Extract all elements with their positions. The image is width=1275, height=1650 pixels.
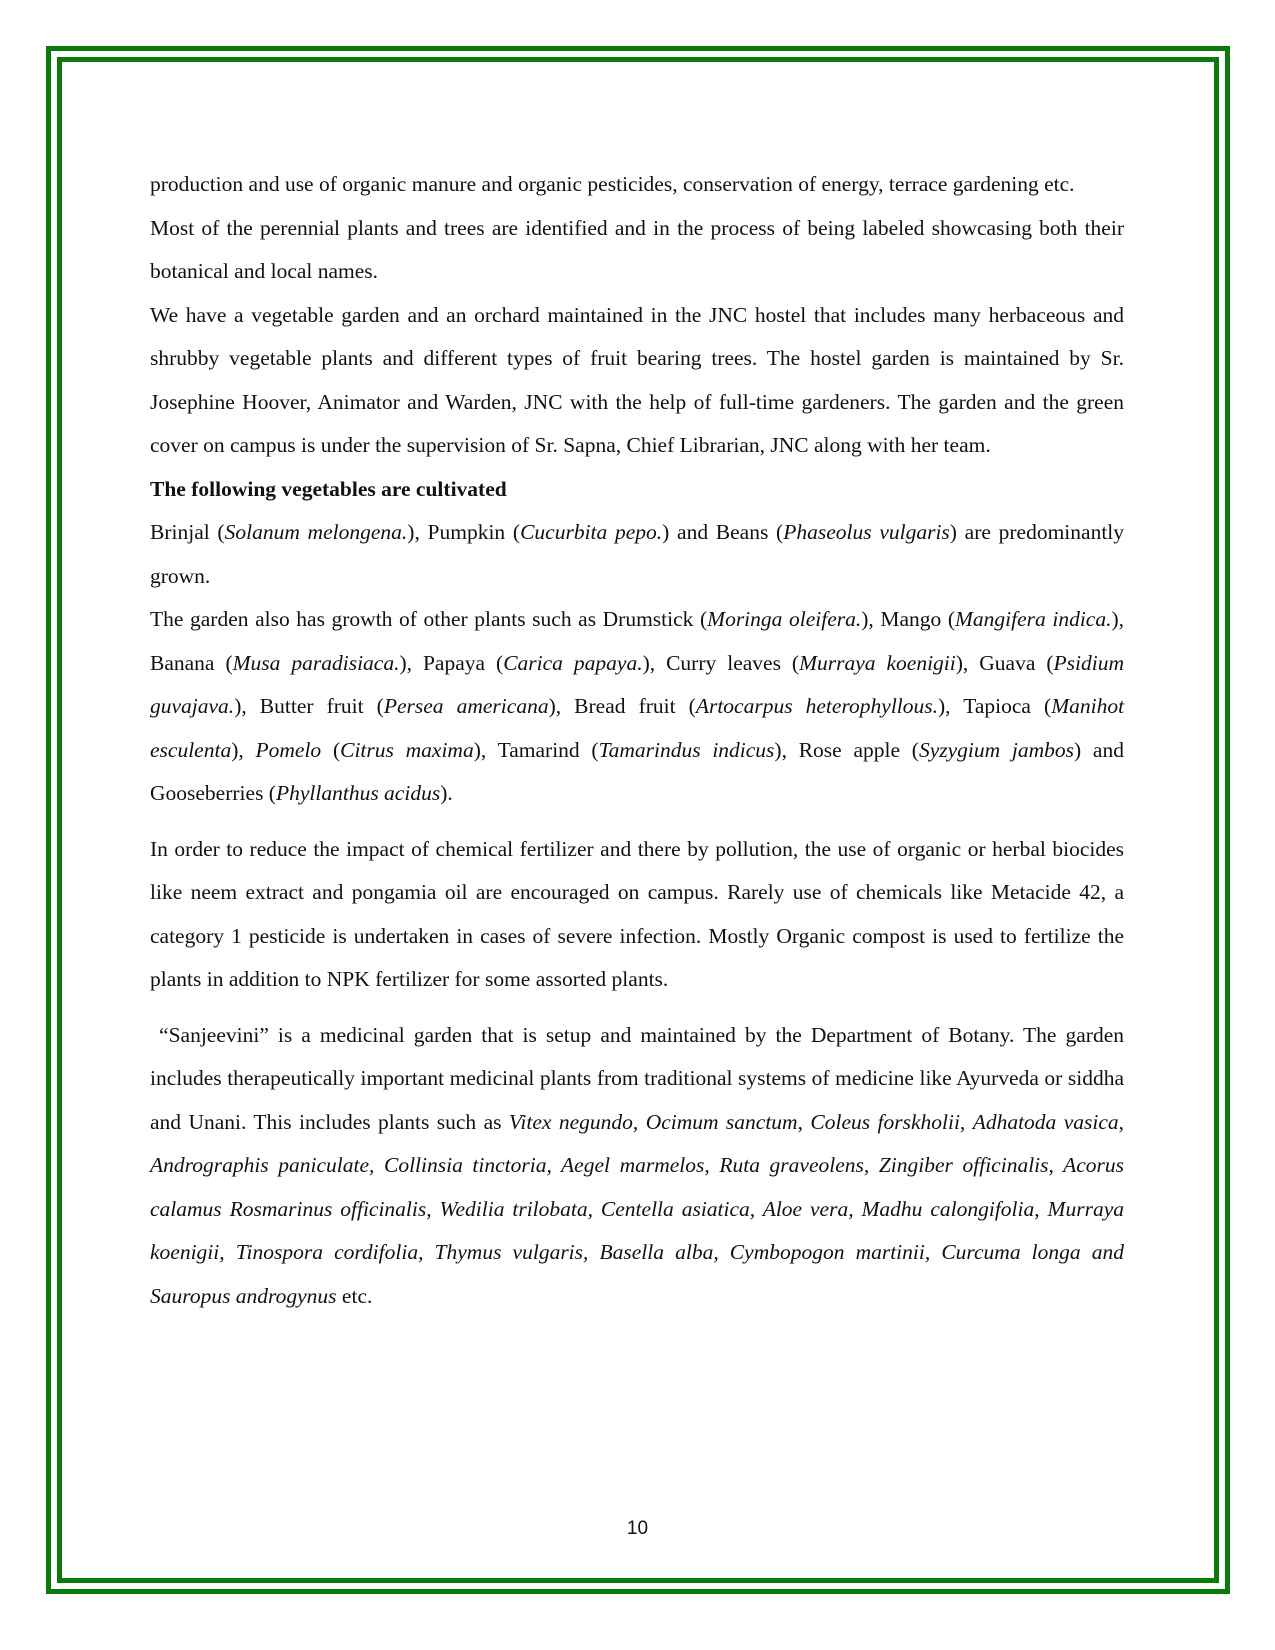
botanical-name: Manihot esculenta bbox=[150, 694, 1125, 762]
text-span: ), Banana ( bbox=[150, 607, 1125, 675]
botanical-name: Persea americana bbox=[383, 694, 549, 718]
botanical-name: Tamarindus indicus bbox=[598, 737, 775, 762]
text-span: The garden also has growth of other plants such as Drumstick ( bbox=[150, 607, 708, 631]
text-span: ( bbox=[321, 737, 341, 762]
text-span: ), Bread fruit ( bbox=[548, 694, 696, 718]
text-span: ), Butter fruit ( bbox=[234, 694, 384, 718]
paragraph-hostel-garden: We have a vegetable garden and an orchard maintained in the JNC hostel that includes many herbaceous and shrubby vegetable plants and different types of fruit bearing trees. The hostel garden is maintained by Sr. Josephine Hoover, Animator and Warden, JNC with the help of full-time gardeners. The garden and the green cover on campus is under the supervision of Sr. Sapna, Chief Librarian, JNC along with her team. bbox=[150, 302, 1124, 457]
text-span: ), Tapioca ( bbox=[938, 694, 1052, 718]
text-span: etc. bbox=[336, 1283, 373, 1308]
paragraph-organic-biocides: In order to reduce the impact of chemical fertilizer and there by pollution, the use of organic or herbal biocides like neem extract and pongamia oil are encouraged on campus. Rarely use of chemicals like Metacide 42, a category 1 pesticide is undertaken in cases of severe infection. Mostly Organic compost is used to fertilize the plants in addition to NPK fertilizer for some assorted plants. bbox=[150, 836, 1124, 991]
text-span: ) and Gooseberries ( bbox=[150, 737, 1124, 805]
botanical-name: Musa paradisiaca. bbox=[232, 650, 400, 675]
text-span: ), Guava ( bbox=[955, 650, 1054, 675]
botanical-name: Psidium guvajava. bbox=[150, 650, 1124, 718]
botanical-name: Citrus maxima bbox=[340, 737, 474, 762]
botanical-name: Phyllanthus acidus bbox=[275, 781, 441, 805]
botanical-name: Solanum melongena. bbox=[224, 520, 408, 544]
botanical-name: Vitex negundo bbox=[508, 1109, 633, 1134]
botanical-name: Ocimum sanctum bbox=[645, 1109, 798, 1134]
botanical-name: Adhatoda vasica bbox=[972, 1109, 1119, 1134]
botanical-name: Murraya koenigii bbox=[799, 650, 956, 675]
paragraph-sanjeevini-garden bbox=[150, 1014, 1124, 1319]
page-body bbox=[150, 163, 1124, 1318]
page-number: 10 bbox=[626, 1518, 649, 1539]
botanical-name: Pomelo bbox=[255, 737, 322, 762]
text-span: “Sanjeevini” is a medicinal garden that is setup and maintained by the Department of Botany. The garden includes therapeutically important medicinal plants from traditional systems of medicine like Ayurveda or siddha and Unani. This includes plants such as bbox=[150, 1022, 1124, 1134]
text-span: , bbox=[959, 1109, 973, 1134]
botanical-name: Moringa oleifera. bbox=[707, 607, 862, 631]
botanical-name: Artocarpus heterophyllous. bbox=[695, 694, 939, 718]
text-span: ) and Beans ( bbox=[662, 520, 784, 544]
botanical-name: Syzygium jambos bbox=[918, 737, 1075, 762]
text-span: ). bbox=[440, 781, 453, 805]
botanical-name: Carica papaya. bbox=[503, 650, 643, 675]
botanical-name: Cucurbita pepo. bbox=[520, 520, 663, 544]
text-span: , bbox=[797, 1109, 811, 1134]
text-span: Brinjal ( bbox=[150, 520, 225, 544]
text-span: , bbox=[632, 1109, 646, 1134]
botanical-name: Phaseolus vulgaris bbox=[783, 520, 950, 544]
text-span: ), bbox=[231, 737, 256, 762]
text-span: ), Papaya ( bbox=[399, 650, 504, 675]
botanical-name: Mangifera indica. bbox=[955, 607, 1112, 631]
paragraph-organic-practices: production and use of organic manure and organic pesticides, conservation of energy, terrace gardening etc. bbox=[150, 172, 1075, 196]
text-span: ), Mango ( bbox=[861, 607, 955, 631]
text-span: ) are predominantly grown. bbox=[150, 520, 1125, 588]
botanical-name: Coleus forskholii bbox=[810, 1109, 960, 1134]
section-heading-vegetables: The following vegetables are cultivated bbox=[150, 476, 507, 501]
paragraph-vegetables bbox=[150, 511, 1124, 598]
text-span: ), Tamarind ( bbox=[473, 737, 599, 762]
text-span: ), Curry leaves ( bbox=[642, 650, 800, 675]
botanical-name-list: Andrographis paniculate, Collinsia tinctoria, Aegel marmelos, Ruta graveolens, Zingiber officinalis, Acorus calamus Rosmarinus officinalis, Wedilia trilobata, Centella asiatica, Aloe vera, Madhu calongifolia, Murraya koenigii, Tinospora cordifolia, Thymus vulgaris, Basella alba, Cymbopogon martinii, Curcuma longa and Sauropus androgynus bbox=[150, 1153, 1124, 1308]
text-span: ), Rose apple ( bbox=[774, 737, 919, 762]
paragraph-other-plants bbox=[150, 598, 1124, 816]
text-span: , bbox=[1118, 1109, 1125, 1134]
text-span: ), Pumpkin ( bbox=[407, 520, 521, 544]
paragraph-plant-labeling: Most of the perennial plants and trees are identified and in the process of being labeled showcasing both their botanical and local names. bbox=[150, 215, 1124, 283]
